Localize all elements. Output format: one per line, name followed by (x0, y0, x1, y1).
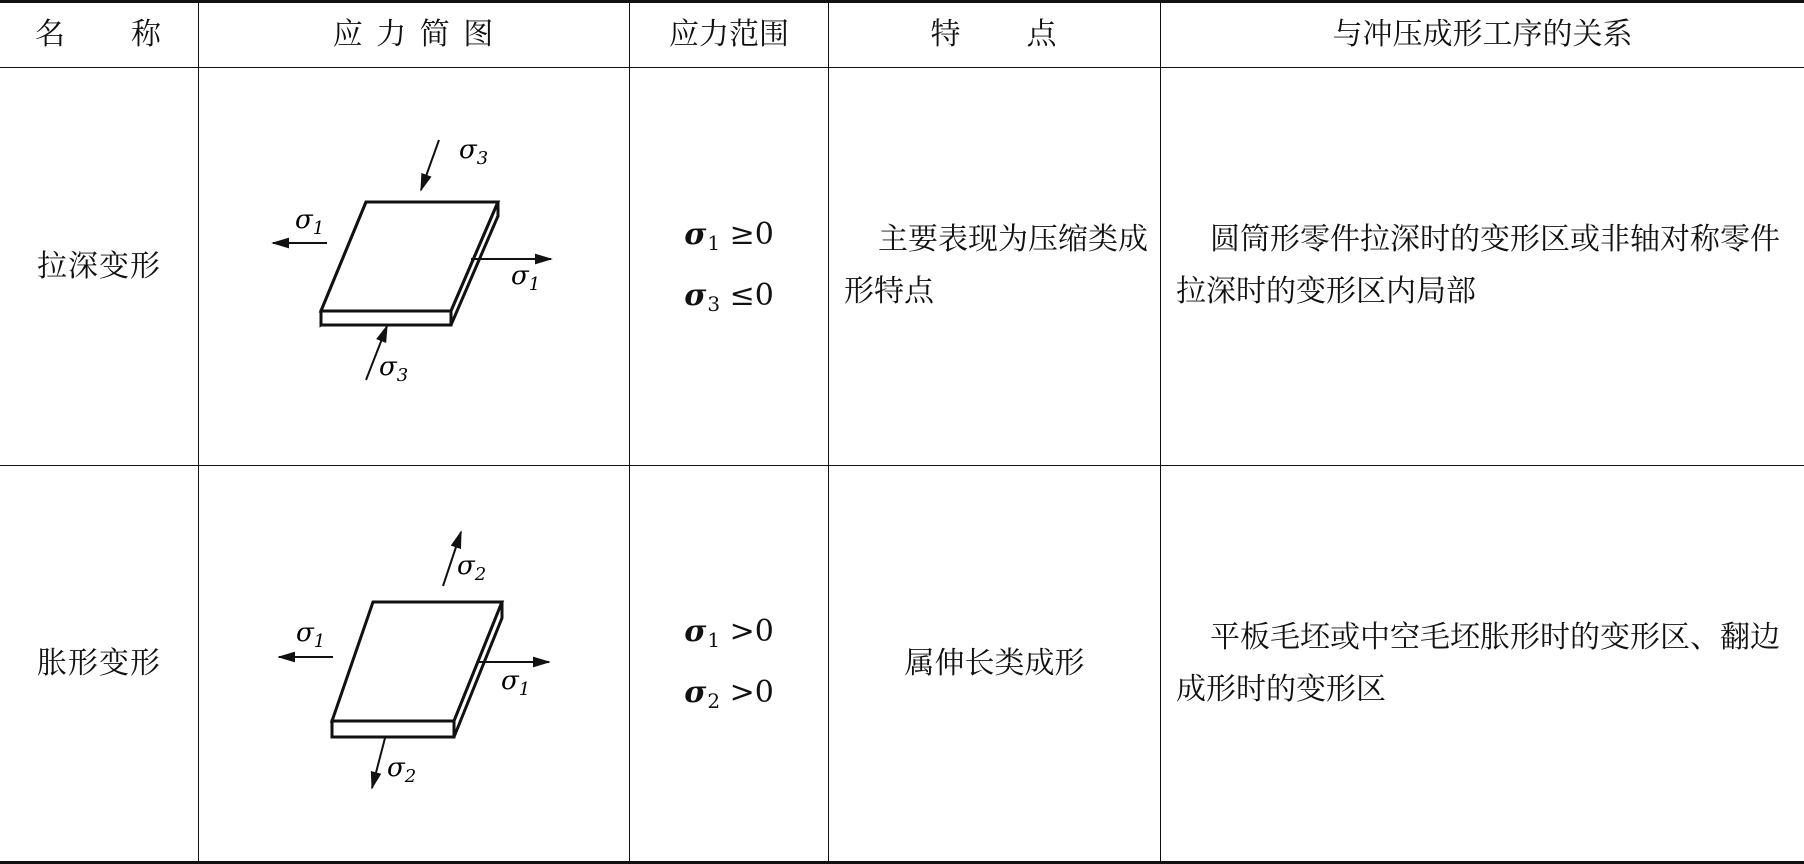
row-name: 胀形变形 (37, 645, 161, 681)
header-range: 应力范围 (669, 17, 789, 52)
label-left: $\sigma_1$ (296, 618, 326, 652)
feature-text: 属伸长类成形 (904, 645, 1085, 681)
header-diagram: 应 力 简 图 (332, 17, 496, 52)
header-relation: 与冲压成形工序的关系 (1332, 17, 1633, 52)
label-right: $\sigma_1$ (511, 261, 541, 295)
label-top: $\sigma_3$ (459, 135, 489, 169)
stress-diagram (199, 466, 629, 861)
label-left: $\sigma_1$ (295, 205, 325, 239)
arrow-bottom (372, 738, 385, 788)
feature-text: 主要表现为压缩类成形特点 (844, 222, 1148, 309)
top-rule (0, 0, 1804, 3)
range-line: $\sigma_3 \le 0$ (684, 277, 774, 316)
stress-diagram (199, 68, 629, 465)
header-feature: 特 点 (930, 17, 1059, 52)
label-bottom: $\sigma_3$ (379, 352, 409, 386)
relation-text: 圆筒形零件拉深时的变形区或非轴对称零件拉深时的变形区内局部 (1176, 222, 1780, 309)
col-divider-4 (1160, 2, 1161, 862)
label-top: $\sigma_2$ (457, 551, 487, 585)
label-right: $\sigma_1$ (501, 666, 531, 700)
range-line: $\sigma_2 >0$ (684, 674, 774, 713)
relation-text: 平板毛坯或中空毛坯胀形时的变形区、翻边成形时的变形区 (1176, 620, 1780, 707)
arrow-top (421, 140, 439, 190)
range-line: $\sigma_1 \ge 0$ (684, 216, 774, 255)
label-bottom: $\sigma_2$ (387, 753, 417, 787)
stress-range (630, 68, 828, 465)
row-name: 拉深变形 (37, 248, 161, 284)
header-name: 名 称 (35, 17, 163, 52)
range-line: $\sigma_1 >0$ (684, 613, 774, 652)
stress-range (630, 466, 828, 861)
